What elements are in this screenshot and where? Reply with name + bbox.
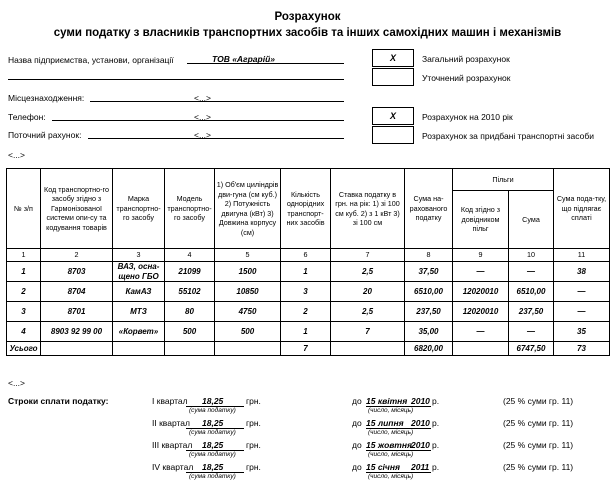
table-cell: 7 — [331, 322, 405, 342]
header-c6: Кількість однорідних транспорт-них засобів — [281, 169, 331, 249]
table-row — [7, 302, 610, 322]
account-field[interactable] — [88, 129, 344, 139]
quarter-share: (25 % суми гр. 11) — [503, 462, 574, 472]
quarter-by: до — [352, 418, 362, 428]
tax-table — [6, 168, 610, 356]
table-cell: 80 — [165, 302, 215, 322]
location-value: <...> — [194, 93, 212, 103]
table-cell: — — [453, 322, 509, 342]
location-field[interactable] — [90, 92, 344, 102]
header-c9: Код згідно з довідником пільг — [453, 191, 509, 249]
table-cell: 38 — [554, 262, 610, 282]
column-number: 4 — [165, 249, 215, 262]
table-cell: 21099 — [165, 262, 215, 282]
table-cell: 500 — [165, 322, 215, 342]
column-number: 3 — [113, 249, 165, 262]
header-c7: Ставка податку в грн. на рік: 1) зі 100 см куб. 2) з 1 кВт 3) зі 100 см — [331, 169, 405, 249]
org-value: ТОВ «Аграрій» — [212, 54, 275, 64]
header-c8: Сума на-рахованого податку — [405, 169, 453, 249]
quarter-currency: грн. — [246, 396, 261, 406]
table-cell: — — [554, 302, 610, 322]
table-cell: 35 — [554, 322, 610, 342]
table-row — [7, 322, 610, 342]
table-cell: — — [509, 322, 554, 342]
year-calc-label: Розрахунок на 2010 рік — [422, 112, 513, 122]
total-cell — [165, 342, 215, 356]
column-number: 10 — [509, 249, 554, 262]
purchased-calc-checkbox[interactable] — [372, 126, 414, 144]
quarter-year: 2010 — [411, 440, 430, 450]
date-caption: (число, місяць) — [368, 429, 414, 436]
table-cell: 12020010 — [453, 302, 509, 322]
table-cell: 1 — [281, 262, 331, 282]
quarter-amount: 18,25 — [186, 418, 244, 429]
phone-label: Телефон: — [8, 112, 46, 122]
phone-value: <...> — [194, 112, 212, 122]
table-cell: 6510,00 — [405, 282, 453, 302]
quarter-date: 15 квітня — [366, 396, 412, 407]
quarter-name: ІV квартал — [152, 462, 194, 472]
quarter-name: ІІІ квартал — [152, 440, 193, 450]
table-row — [7, 282, 610, 302]
column-number: 6 — [281, 249, 331, 262]
table-cell: 20 — [331, 282, 405, 302]
quarter-share: (25 % суми гр. 11) — [503, 440, 574, 450]
quarter-currency: грн. — [246, 418, 261, 428]
table-cell: 2 — [281, 302, 331, 322]
column-number: 11 — [554, 249, 610, 262]
general-calc-checkbox[interactable]: X — [372, 49, 414, 67]
quarter-share: (25 % суми гр. 11) — [503, 418, 574, 428]
column-number: 5 — [215, 249, 281, 262]
header-c10: Сума — [509, 191, 554, 249]
header-c1: № з/п — [7, 169, 41, 249]
table-cell: 8701 — [41, 302, 113, 322]
table-cell: 237,50 — [405, 302, 453, 322]
total-row — [7, 342, 610, 356]
quarter-date: 15 липня — [366, 418, 412, 429]
quarter-by: до — [352, 462, 362, 472]
total-cell — [41, 342, 113, 356]
table-ellipsis: <...> — [8, 378, 26, 388]
table-cell: 3 — [281, 282, 331, 302]
table-cell: «Корвет» — [113, 322, 165, 342]
quarter-year: 2010 — [411, 396, 430, 406]
table-cell: 8704 — [41, 282, 113, 302]
table-cell: ВАЗ, осна-щено ГБО — [113, 262, 165, 282]
year-calc-checkbox[interactable]: X — [372, 107, 414, 125]
table-cell: 10850 — [215, 282, 281, 302]
quarter-amount: 18,25 — [186, 396, 244, 407]
table-cell: 237,50 — [509, 302, 554, 322]
header-c2: Код транспортно-го засобу згідно з Гармонізованої системи опи-су та кодування товарів — [41, 169, 113, 249]
purchased-calc-label: Розрахунок за придбані транспортні засоби — [422, 131, 594, 141]
table-cell: 4750 — [215, 302, 281, 322]
quarter-year-suffix: р. — [432, 440, 440, 450]
org-field-second-line[interactable] — [8, 70, 344, 80]
date-caption: (число, місяць) — [368, 407, 414, 414]
table-cell: 1500 — [215, 262, 281, 282]
account-label: Поточний рахунок: — [8, 130, 82, 140]
column-number: 7 — [331, 249, 405, 262]
quarter-date: 15 жовтня — [366, 440, 412, 450]
general-calc-label: Загальний розрахунок — [422, 54, 510, 64]
sum-caption: (сума податку) — [189, 429, 236, 436]
form-ellipsis: <...> — [8, 150, 26, 160]
table-cell: 1 — [281, 322, 331, 342]
total-cell — [331, 342, 405, 356]
document-subtitle: суми податку з власників транспортних засобів та інших самохідних машин і механізмів — [53, 27, 562, 39]
table-cell: 4 — [7, 322, 41, 342]
table-cell: — — [453, 262, 509, 282]
quarter-amount: 18,25 — [186, 440, 244, 451]
column-number: 8 — [405, 249, 453, 262]
table-cell: 12020010 — [453, 282, 509, 302]
table-cell: КамАЗ — [113, 282, 165, 302]
location-label: Місцезнаходження: — [8, 93, 85, 103]
quarter-by: до — [352, 440, 362, 450]
account-value: <...> — [194, 130, 212, 140]
quarter-year-suffix: р. — [432, 462, 440, 472]
quarter-currency: грн. — [246, 462, 261, 472]
column-number: 9 — [453, 249, 509, 262]
date-caption: (число, місяць) — [368, 451, 414, 458]
table-row — [7, 262, 610, 282]
table-cell: 500 — [215, 322, 281, 342]
total-cell: 6820,00 — [405, 342, 453, 356]
sum-caption: (сума податку) — [189, 451, 236, 458]
total-cell — [453, 342, 509, 356]
sum-caption: (сума податку) — [189, 473, 236, 480]
date-caption: (число, місяць) — [368, 473, 414, 480]
total-cell — [215, 342, 281, 356]
table-cell: 8703 — [41, 262, 113, 282]
table-cell: МТЗ — [113, 302, 165, 322]
total-cell: 7 — [281, 342, 331, 356]
quarter-amount: 18,25 — [186, 462, 244, 473]
table-cell: — — [554, 282, 610, 302]
header-c5: 1) Об'єм циліндрів дви-гуна (см куб.) 2) Потужність двигуна (кВт) 3) Довжина корпусу (см) — [215, 169, 281, 249]
header-c11: Сума пода-тку, що підлягає сплаті — [554, 169, 610, 249]
header-benefits: Пільги — [453, 169, 554, 191]
quarter-year: 2010 — [411, 418, 430, 428]
header-c4: Модель транспортно-го засобу — [165, 169, 215, 249]
column-numbers-row — [7, 249, 610, 262]
org-label: Назва підприємства, установи, організації — [8, 55, 174, 65]
quarter-year: 2011 — [411, 462, 430, 472]
quarter-share: (25 % суми гр. 11) — [503, 396, 574, 406]
quarter-year-suffix: р. — [432, 418, 440, 428]
quarter-date: 15 січня — [366, 462, 412, 473]
payment-label: Строки сплати податку: — [8, 396, 109, 406]
column-number: 1 — [7, 249, 41, 262]
table-cell: 2,5 — [331, 262, 405, 282]
document-title: Розрахунок — [274, 11, 341, 23]
table-cell: 2,5 — [331, 302, 405, 322]
total-cell: 6747,50 — [509, 342, 554, 356]
total-cell: 73 — [554, 342, 610, 356]
table-cell: 1 — [7, 262, 41, 282]
quarter-by: до — [352, 396, 362, 406]
refined-calc-label: Уточнений розрахунок — [422, 73, 511, 83]
quarter-name: І квартал — [152, 396, 188, 406]
column-number: 2 — [41, 249, 113, 262]
table-cell: 2 — [7, 282, 41, 302]
header-c3: Марка транспортно-го засобу — [113, 169, 165, 249]
quarter-currency: грн. — [246, 440, 261, 450]
table-cell: 3 — [7, 302, 41, 322]
sum-caption: (сума податку) — [189, 407, 236, 414]
table-cell: 37,50 — [405, 262, 453, 282]
quarter-name: ІІ квартал — [152, 418, 190, 428]
table-cell: 55102 — [165, 282, 215, 302]
table-cell: 35,00 — [405, 322, 453, 342]
total-label: Усього — [7, 342, 41, 356]
refined-calc-checkbox[interactable] — [372, 68, 414, 86]
total-cell — [113, 342, 165, 356]
table-cell: — — [509, 262, 554, 282]
table-cell: 6510,00 — [509, 282, 554, 302]
table-cell: 8903 92 99 00 — [41, 322, 113, 342]
quarter-year-suffix: р. — [432, 396, 440, 406]
